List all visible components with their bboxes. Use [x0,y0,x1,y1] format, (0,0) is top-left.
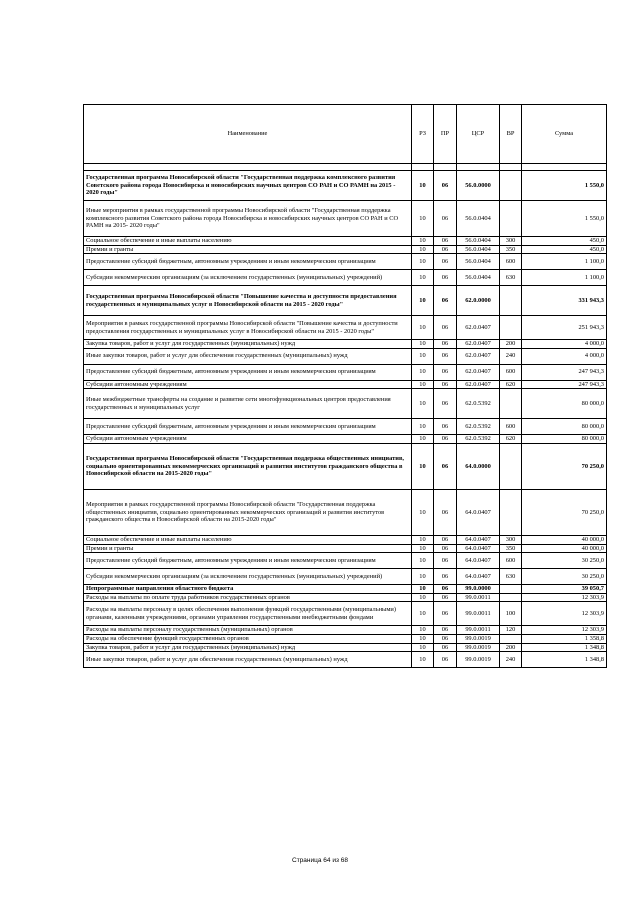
cell-pr: 06 [434,340,457,349]
cell-name: Социальное обеспечение и иные выплаты населению [84,535,412,544]
cell-name: Расходы на обеспечение функций государственных органов [84,634,412,643]
cell-vr [500,443,522,489]
cell-rz: 10 [412,569,434,585]
cell-csr: 64.0.0407 [457,544,500,553]
table-row [84,602,607,626]
cell-pr: 06 [434,602,457,626]
cell-rz: 10 [412,340,434,349]
cell-sum: 4 000,0 [522,348,607,364]
table-row [84,489,607,535]
cell-pr: 06 [434,364,457,380]
cell-rz: 10 [412,553,434,569]
cell-rz: 10 [412,643,434,652]
table-header-row [84,105,607,164]
cell-rz: 10 [412,593,434,602]
cell-csr: 64.0.0000 [457,443,500,489]
table-row [84,245,607,254]
cell-csr: 64.0.0407 [457,535,500,544]
cell-csr: 64.0.0407 [457,553,500,569]
table-row [84,435,607,444]
cell-rz: 10 [412,634,434,643]
cell-vr: 620 [500,380,522,389]
cell-pr: 06 [434,245,457,254]
table-row [84,316,607,340]
cell-sum: 39 050,7 [522,585,607,594]
cell-sum: 331 943,3 [522,286,607,316]
table-row [84,593,607,602]
cell-vr [500,585,522,594]
cell-pr: 06 [434,348,457,364]
cell-sum: 450,0 [522,237,607,246]
cell-vr: 100 [500,602,522,626]
cell-pr: 06 [434,201,457,237]
cell-pr: 06 [434,443,457,489]
cell-vr: 350 [500,245,522,254]
cell-name: Субсидии некоммерческим организациям (за исключением государственных (муниципальных) учреждений) [84,569,412,585]
cell-name: Мероприятия в рамках государственной программы Новосибирской области "Повышение качества и доступности предоставления государственных и муниципальных услуг в Новосибирской области на 2015 - 2020 годы" [84,316,412,340]
cell-rz: 10 [412,443,434,489]
cell-rz: 10 [412,270,434,286]
table-row [84,254,607,270]
cell-csr: 56.0.0404 [457,254,500,270]
cell-vr: 300 [500,535,522,544]
table-row [84,286,607,316]
cell-csr: 62.0.0407 [457,364,500,380]
cell-vr: 200 [500,340,522,349]
cell-sum: 4 000,0 [522,340,607,349]
cell-name: Субсидии автономным учреждениям [84,380,412,389]
cell-pr: 06 [434,643,457,652]
cell-name: Иные межбюджетные трансферты на создание и развитие сети многофункциональных центров предоставления государственных и муниципальных услуг [84,389,412,419]
cell-name: Иные закупки товаров, работ и услуг для обеспечения государственных (муниципальных) нужд [84,348,412,364]
cell-vr: 120 [500,626,522,635]
cell-sum: 80 000,0 [522,389,607,419]
cell-pr: 06 [434,489,457,535]
cell-sum: 70 250,0 [522,489,607,535]
cell-rz: 10 [412,535,434,544]
cell-sum: 1 100,0 [522,254,607,270]
table-row [84,535,607,544]
cell-pr: 06 [434,634,457,643]
cell-rz: 10 [412,389,434,419]
table-row [84,643,607,652]
table-row [84,340,607,349]
cell-vr: 240 [500,348,522,364]
cell-csr: 62.0.5392 [457,435,500,444]
cell-pr: 06 [434,585,457,594]
cell-csr: 62.0.0407 [457,340,500,349]
cell-csr: 62.0.0407 [457,380,500,389]
cell-csr: 99.0.0011 [457,626,500,635]
cell-vr: 600 [500,254,522,270]
cell-sum: 1 358,8 [522,634,607,643]
cell-sum: 247 943,3 [522,380,607,389]
cell-pr: 06 [434,626,457,635]
cell-pr: 06 [434,535,457,544]
cell-name: Государственная программа Новосибирской области "Государственная поддержка общественных инициатив, социально ориентированных некоммерческих организаций и развития институтов гражданского общества в Новосибирской области на 2015-2020 годы" [84,443,412,489]
cell-vr [500,489,522,535]
cell-rz: 10 [412,245,434,254]
cell-csr: 56.0.0404 [457,237,500,246]
table-row [84,553,607,569]
cell-pr: 06 [434,569,457,585]
cell-vr: 300 [500,237,522,246]
table-spacer-row [84,164,607,171]
cell-name: Расходы на выплаты персоналу в целях обеспечения выполнения функций государственными (муниципальными) органами, казенными учреждениями, органами управления государственными внебюджетными фондами [84,602,412,626]
cell-vr: 600 [500,364,522,380]
cell-vr [500,201,522,237]
cell-rz: 10 [412,419,434,435]
cell-name: Иные закупки товаров, работ и услуг для обеспечения государственных (муниципальных) нужд [84,652,412,668]
cell-vr: 630 [500,569,522,585]
cell-name: Предоставление субсидий бюджетным, автономным учреждениям и иным некоммерческим организациям [84,553,412,569]
cell-pr: 06 [434,544,457,553]
table-row [84,626,607,635]
cell-csr: 62.0.0407 [457,316,500,340]
cell-csr: 56.0.0404 [457,245,500,254]
cell-csr: 99.0.0000 [457,585,500,594]
table-row [84,443,607,489]
table-row [84,201,607,237]
cell-vr: 200 [500,643,522,652]
table-row [84,544,607,553]
cell-rz: 10 [412,544,434,553]
cell-sum: 80 000,0 [522,435,607,444]
cell-name: Государственная программа Новосибирской области "Повышение качества и доступности предоставления государственных и муниципальных услуг в Новосибирской области на 2015 - 2020 годы" [84,286,412,316]
cell-sum: 247 943,3 [522,364,607,380]
cell-name: Непрограммные направления областного бюджета [84,585,412,594]
cell-name: Закупка товаров, работ и услуг для государственных (муниципальных) нужд [84,340,412,349]
cell-pr: 06 [434,171,457,201]
cell-sum: 12 303,9 [522,602,607,626]
cell-name: Предоставление субсидий бюджетным, автономным учреждениям и иным некоммерческим организациям [84,254,412,270]
cell-sum: 1 550,0 [522,171,607,201]
cell-pr: 06 [434,553,457,569]
cell-rz: 10 [412,602,434,626]
cell-sum: 40 000,0 [522,544,607,553]
cell-pr: 06 [434,419,457,435]
cell-vr: 620 [500,435,522,444]
cell-sum: 251 943,3 [522,316,607,340]
cell-sum: 12 303,9 [522,626,607,635]
cell-csr: 62.0.0000 [457,286,500,316]
cell-pr: 06 [434,237,457,246]
cell-vr [500,316,522,340]
cell-vr: 240 [500,652,522,668]
cell-csr: 99.0.0011 [457,593,500,602]
cell-sum: 450,0 [522,245,607,254]
cell-pr: 06 [434,270,457,286]
cell-sum: 1 100,0 [522,270,607,286]
cell-name: Закупка товаров, работ и услуг для государственных (муниципальных) нужд [84,643,412,652]
table-row [84,171,607,201]
cell-csr: 99.0.0011 [457,602,500,626]
cell-rz: 10 [412,489,434,535]
cell-name: Расходы на выплаты по оплате труда работников государственных органов [84,593,412,602]
cell-vr [500,634,522,643]
cell-rz: 10 [412,626,434,635]
cell-rz: 10 [412,286,434,316]
cell-name: Иные мероприятия в рамках государственной программы Новосибирской области "Государственная поддержка комплексного развития Советского района города Новосибирска и новосибирских научных центров СО РАН и СО РАМН на 2015- 2020 годы" [84,201,412,237]
cell-csr: 64.0.0407 [457,489,500,535]
cell-csr: 62.0.5392 [457,419,500,435]
cell-sum: 1 348,8 [522,643,607,652]
cell-vr [500,171,522,201]
cell-pr: 06 [434,316,457,340]
table-row [84,585,607,594]
cell-rz: 10 [412,435,434,444]
cell-csr: 99.0.0019 [457,643,500,652]
cell-name: Премии и гранты [84,544,412,553]
cell-name: Мероприятия в рамках государственной программы Новосибирской области "Государственная поддержка общественных инициатив, социально ориентированных некоммерческих организаций и развития институтов гражданского общества в Новосибирской области на 2015-2020 годы" [84,489,412,535]
cell-sum: 30 250,0 [522,569,607,585]
table-row [84,569,607,585]
cell-csr: 62.0.5392 [457,389,500,419]
table-row [84,237,607,246]
cell-sum: 12 303,9 [522,593,607,602]
cell-vr [500,389,522,419]
table-row [84,389,607,419]
cell-sum: 1 550,0 [522,201,607,237]
cell-name: Государственная программа Новосибирской области "Государственная поддержка комплексного развития Советского района города Новосибирска и новосибирских научных центров СО РАН и СО РАМН на 2015 - 2020 годы" [84,171,412,201]
cell-csr: 99.0.0019 [457,634,500,643]
page-number: Страница 64 из 68 [292,857,348,864]
cell-sum: 1 348,8 [522,652,607,668]
cell-csr: 56.0.0404 [457,201,500,237]
table-body [84,164,607,668]
cell-vr [500,286,522,316]
header-vr: ВР [500,105,522,164]
cell-name: Субсидии некоммерческим организациям (за исключением государственных (муниципальных) учреждений) [84,270,412,286]
cell-sum: 40 000,0 [522,535,607,544]
cell-pr: 06 [434,380,457,389]
table-row [84,270,607,286]
table-row [84,419,607,435]
cell-vr: 600 [500,553,522,569]
cell-rz: 10 [412,364,434,380]
budget-table [83,104,607,668]
cell-name: Премии и гранты [84,245,412,254]
table-row [84,364,607,380]
cell-rz: 10 [412,652,434,668]
cell-csr: 64.0.0407 [457,569,500,585]
cell-name: Социальное обеспечение и иные выплаты населению [84,237,412,246]
header-name: Наименование [84,105,412,164]
cell-rz: 10 [412,201,434,237]
cell-rz: 10 [412,585,434,594]
table-row [84,634,607,643]
cell-pr: 06 [434,286,457,316]
cell-csr: 99.0.0019 [457,652,500,668]
cell-pr: 06 [434,593,457,602]
cell-name: Предоставление субсидий бюджетным, автономным учреждениям и иным некоммерческим организациям [84,364,412,380]
cell-rz: 10 [412,254,434,270]
table-row [84,348,607,364]
header-pr: ПР [434,105,457,164]
header-csr: ЦСР [457,105,500,164]
cell-rz: 10 [412,171,434,201]
header-rz: РЗ [412,105,434,164]
cell-pr: 06 [434,389,457,419]
cell-csr: 56.0.0404 [457,270,500,286]
cell-vr: 600 [500,419,522,435]
cell-name: Субсидии автономным учреждениям [84,435,412,444]
cell-rz: 10 [412,316,434,340]
cell-name: Предоставление субсидий бюджетным, автономным учреждениям и иным некоммерческим организациям [84,419,412,435]
cell-rz: 10 [412,380,434,389]
table-row [84,380,607,389]
cell-pr: 06 [434,435,457,444]
table-row [84,652,607,668]
cell-csr: 56.0.0000 [457,171,500,201]
cell-rz: 10 [412,237,434,246]
cell-sum: 30 250,0 [522,553,607,569]
cell-vr: 350 [500,544,522,553]
cell-pr: 06 [434,254,457,270]
cell-pr: 06 [434,652,457,668]
cell-vr: 630 [500,270,522,286]
cell-name: Расходы на выплаты персоналу государственных (муниципальных) органов [84,626,412,635]
cell-csr: 62.0.0407 [457,348,500,364]
header-sum: Сумма [522,105,607,164]
cell-sum: 80 000,0 [522,419,607,435]
cell-vr [500,593,522,602]
cell-rz: 10 [412,348,434,364]
cell-sum: 70 250,0 [522,443,607,489]
